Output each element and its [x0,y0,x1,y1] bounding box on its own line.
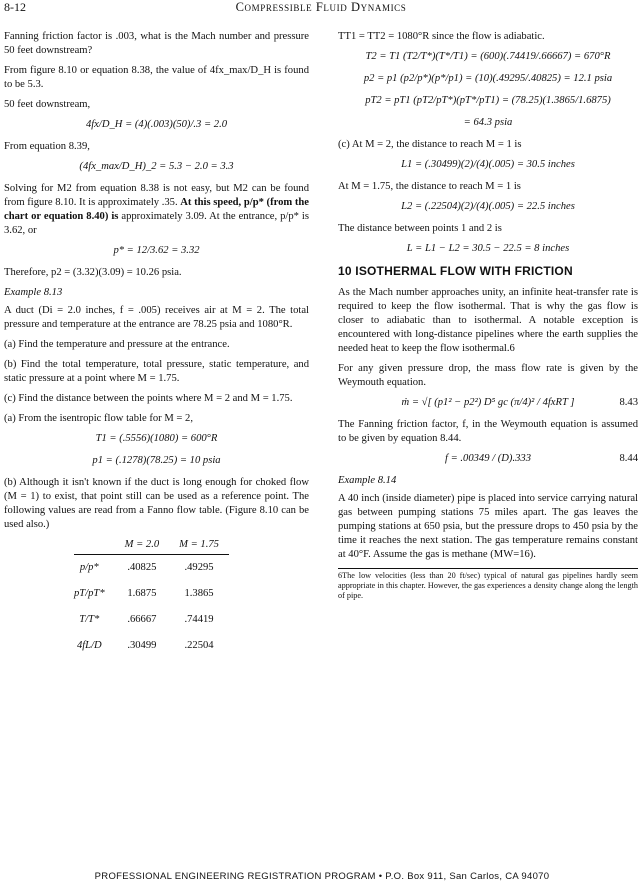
question-a: (a) Find the temperature and pressure at the entrance. [4,339,230,350]
table-row [74,581,229,607]
question-c: (c) Find the distance between the points where M = 2 and M = 1.75. [4,393,293,404]
table-cell: .74419 [184,614,214,625]
table-row [74,633,229,659]
section-heading: 10 ISOTHERMAL FLOW WITH FRICTION [338,264,573,278]
paragraph: For any given pressure drop, the mass flow rate is given by the Weymouth equation. [338,363,638,388]
row-label: 4fL/D [76,640,102,651]
table-cell: 1.6875 [127,588,157,599]
example-heading: Example 8.14 [338,475,397,486]
table-cell: .30499 [127,640,157,651]
equation: = 64.3 psia [463,117,513,128]
left-column [4,30,309,659]
paragraph: TT1 = TT2 = 1080°R since the flow is adiabatic. [338,31,545,42]
paragraph: Fanning friction factor is .003, what is the Mach number and pressure 50 feet downstream? [4,31,309,56]
page-header [4,0,638,18]
table-header [74,538,115,555]
table-row [74,555,229,582]
equation-body: ṁ = √[ (p1² − p2²) D⁵ gc (π/4)² / 4fxRT ] [401,397,575,408]
paragraph: A duct (Di = 2.0 inches, f = .005) receives air at M = 2. The total pressure and temperature at the entrance are 78.25 psia and 1080°R. [4,305,309,330]
equation: p* = 12/3.62 = 3.32 [113,245,200,256]
table-cell: .40825 [127,562,157,573]
equation: L = L1 − L2 = 30.5 − 22.5 = 8 inches [406,243,570,254]
right-column [338,30,638,601]
table-header: M = 2.0 [115,538,170,555]
page-footer: PROFESSIONAL ENGINEERING REGISTRATION PROGRAM • P.O. Box 911, San Carlos, CA 94070 [94,871,550,882]
equation: (4fx_max/D_H)_2 = 5.3 − 2.0 = 3.3 [79,161,234,172]
equation: p1 = (.1278)(78.25) = 10 psia [92,455,221,466]
question-b: (b) Find the total temperature, total pressure, static temperature, and static pressure at a point where M = 1.75. [4,359,309,384]
paragraph: From equation 8.39, [4,141,90,152]
fanno-table [74,538,229,659]
paragraph [4,182,309,238]
paragraph: Therefore, p2 = (3.32)(3.09) = 10.26 psia. [4,267,182,278]
equation: T2 = T1 (T2/T*)(T*/T1) = (600)(.74419/.66667) = 670°R [365,51,611,62]
table-cell: .49295 [184,562,214,573]
equation: L1 = (.30499)(2)/(4)(.005) = 30.5 inches [401,159,575,170]
paragraph: The distance between points 1 and 2 is [338,223,502,234]
example-heading: Example 8.13 [4,287,63,298]
equation: p2 = p1 (p2/p*)(p*/p1) = (10)(.49295/.40825) = 12.1 psia [363,73,613,84]
table-header: M = 1.75 [169,538,229,555]
table-header-row [74,538,229,555]
page-number: 8-12 [4,0,26,14]
paragraph: At M = 1.75, the distance to reach M = 1 is [338,181,521,192]
text-run: approximately 3.09. At the entrance, p/p* is 3.62, or [4,211,309,236]
paragraph: The Fanning friction factor, f, in the Weymouth equation is assumed to be given by equation 8.44. [338,419,638,444]
answer-a: (a) From the isentropic flow table for M = 2, [4,413,193,424]
bold-text-run: At this speed, p/p* (from the chart or equation 8.40) is [4,197,310,222]
equation-body: f = .00349 / (D).333 [444,453,531,464]
equation: T1 = (.5556)(1080) = 600°R [95,433,218,444]
equation-number: 8.43 [619,397,638,408]
row-label: T/T* [79,614,100,625]
friction-factor-equation [338,452,638,466]
equation: 4fx/D_H = (4)(.003)(50)/.3 = 2.0 [85,119,228,130]
row-label: p/p* [79,562,99,573]
equation-number: 8.44 [619,453,638,464]
equation: L2 = (.22504)(2)/(4)(.005) = 22.5 inches [401,201,575,212]
equation: pT2 = pT1 (pT2/pT*)(pT*/pT1) = (78.25)(1.3865/1.6875) [365,95,611,106]
text-run: Solving for M2 from equation 8.38 is not easy, but M2 can be found from figure 8.10. It is approximately .35. [4,183,309,208]
running-title: Compressible Fluid Dynamics [235,0,407,14]
paragraph: As the Mach number approaches unity, an infinite heat-transfer rate is required to keep the flow isothermal. That is why the gas flow is closer to adiabatic than to isothermal. A notable exception is encountered with long-distance pipelines where the earth supplies the needed heat to keep the flow isothermal.6 [338,287,638,354]
footnote: 6The low velocities (less than 20 ft/sec) typical of natural gas pipelines hardly seem appropriate in this chapter. However, the gas experiences a density change along the length of pipe. [338,568,638,601]
table-row [74,607,229,633]
paragraph: From figure 8.10 or equation 8.38, the value of 4fx_max/D_H is found to be 5.3. [4,65,309,90]
table-cell: .22504 [184,640,214,651]
paragraph: A 40 inch (inside diameter) pipe is placed into service carrying natural gas between pumping stations 75 miles apart. The gas leaves the pumping stations at 650 psia, but the pressure drops to 450 psia by the time it reaches the next station. The gas temperature remains constant at 40°F. Assume the gas is methane (MW=16). [338,493,638,560]
answer-b: (b) Although it isn't known if the duct is long enough for choked flow (M = 1) to exist, that point still can be used as a reference point. The following values are read from a Fanno flow table. (Figure 8.10 can be used also.) [4,477,309,530]
table-cell: 1.3865 [184,588,214,599]
paragraph: 50 feet downstream, [4,99,91,110]
paragraph: (c) At M = 2, the distance to reach M = 1 is [338,139,522,150]
table-cell: .66667 [127,614,157,625]
row-label: pT/pT* [74,588,105,599]
weymouth-equation [338,396,638,410]
